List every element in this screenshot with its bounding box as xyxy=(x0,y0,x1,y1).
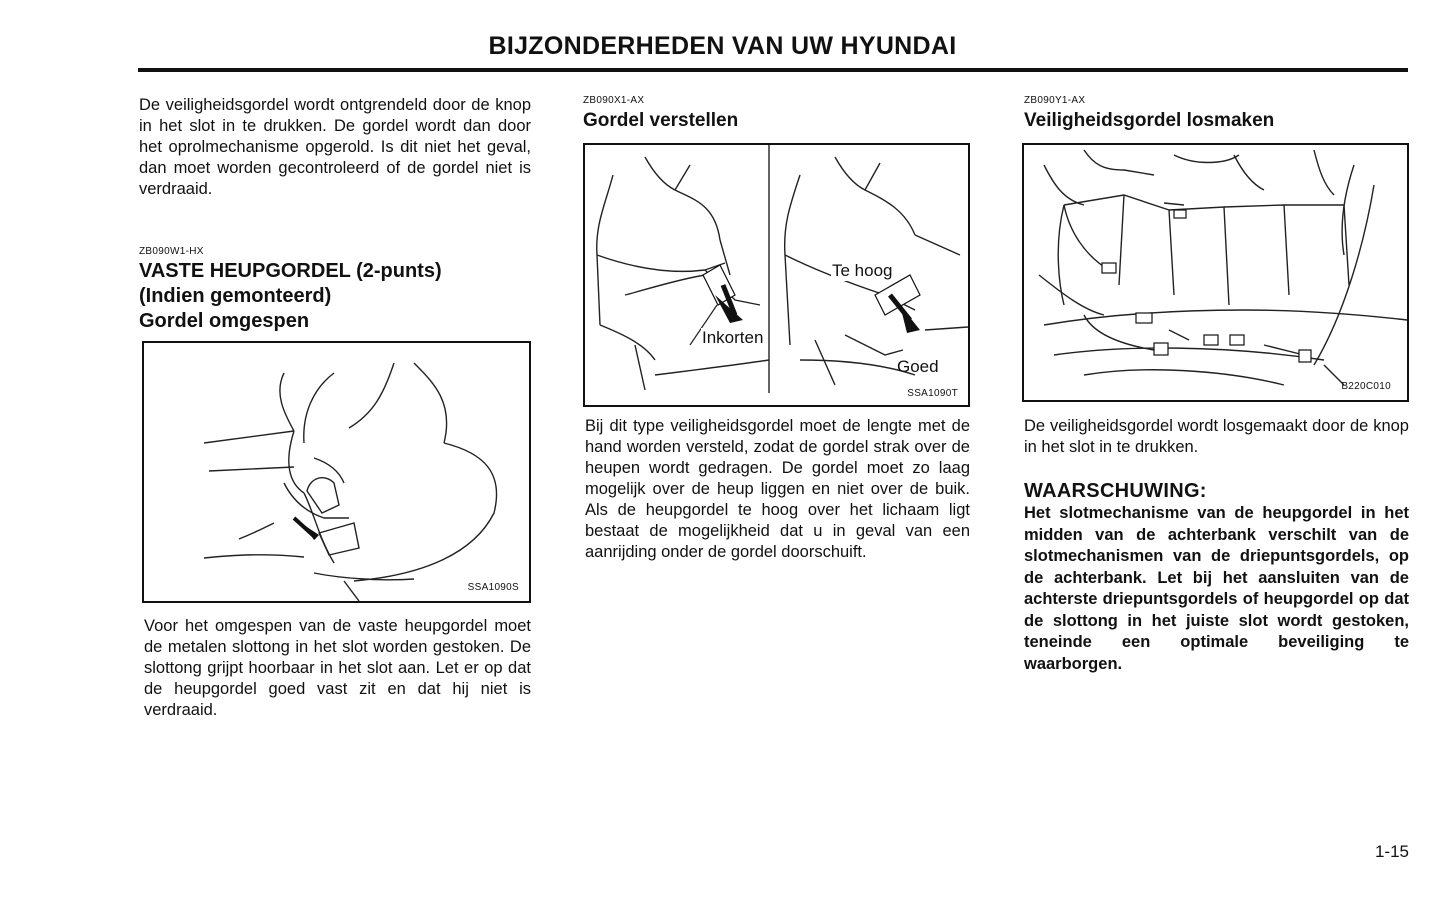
section-code: ZB090X1-AX xyxy=(583,95,645,106)
column-middle xyxy=(583,95,973,132)
column-left xyxy=(139,95,531,334)
section-heading: Gordel verstellen xyxy=(583,110,739,131)
page-number: 1-15 xyxy=(1374,842,1409,861)
warning-title: WAARSCHUWING: xyxy=(1024,480,1207,502)
figure-release-belt xyxy=(1022,143,1409,402)
intro-paragraph: De veiligheidsgordel wordt ontgrendeld door de knop in het slot in te drukken. De gordel wordt dan door het oprolmechanisme opgerold. Is dit niet het geval, dan moet worden gecontroleerd of de gordel niet is verdraaid. xyxy=(139,96,531,198)
column-right-text xyxy=(1024,416,1409,675)
rear-seat-belts-illustration xyxy=(1024,145,1407,400)
section-subheading: Gordel omgespen xyxy=(139,310,310,332)
label-good: Goed xyxy=(897,357,939,376)
section-heading-note: (Indien gemonteerd) xyxy=(139,285,332,307)
title-rule xyxy=(138,68,1408,72)
adjust-paragraph: Bij dit type veiligheidsgordel moet de lengte met de hand worden versteld, zodat de gordel strak over de heupen wordt gedragen. De gordel moet zo laag mogelijk over de heup liggen en niet over de buik. Als de heupgordel te hoog over het lichaam ligt bestaat de mogelijkheid dat u in geval van een aanrijding onder de gordel doorschuift. xyxy=(585,417,970,561)
figure-label: SSA1090S xyxy=(467,582,519,593)
column-right xyxy=(1024,95,1409,132)
figure-lap-belt xyxy=(142,341,531,603)
page-title: BIJZONDERHEDEN VAN UW HYUNDAI xyxy=(488,32,957,60)
section-heading: Veiligheidsgordel losmaken xyxy=(1024,110,1275,131)
figure-belt-adjust xyxy=(583,143,970,407)
section-code: ZB090W1-HX xyxy=(139,246,204,257)
figure-label: B220C010 xyxy=(1341,381,1391,392)
section-code: ZB090Y1-AX xyxy=(1024,95,1086,106)
release-paragraph: De veiligheidsgordel wordt losgemaakt door de knop in het slot in te drukken. xyxy=(1024,417,1409,456)
figure-label: SSA1090T xyxy=(907,388,958,399)
warning-text: Het slotmechanisme van de heupgordel in het midden van de achterbank verschilt van de slotmechanismen van de driepuntsgordels, op de achterbank. Let bij het aansluiten van de achterste driepuntsgordels of heupgordel op dat de slottong in het juiste slot wordt gestoken, teneinde een optimale beveiliging te waarborgen. xyxy=(1024,504,1409,673)
label-too-high: Te hoog xyxy=(832,261,893,280)
section-heading: VASTE HEUPGORDEL (2-punts) xyxy=(139,260,442,282)
label-shorten: Inkorten xyxy=(702,328,764,347)
lap-belt-buckling-illustration xyxy=(144,343,529,601)
buckle-paragraph: Voor het omgespen van de vaste heupgordel moet de metalen slottong in het slot worden gestoken. De slottong grijpt hoorbaar in het slot aan. Let er op dat de heupgordel goed vast zit en dat hij niet is verdraaid. xyxy=(144,617,531,719)
